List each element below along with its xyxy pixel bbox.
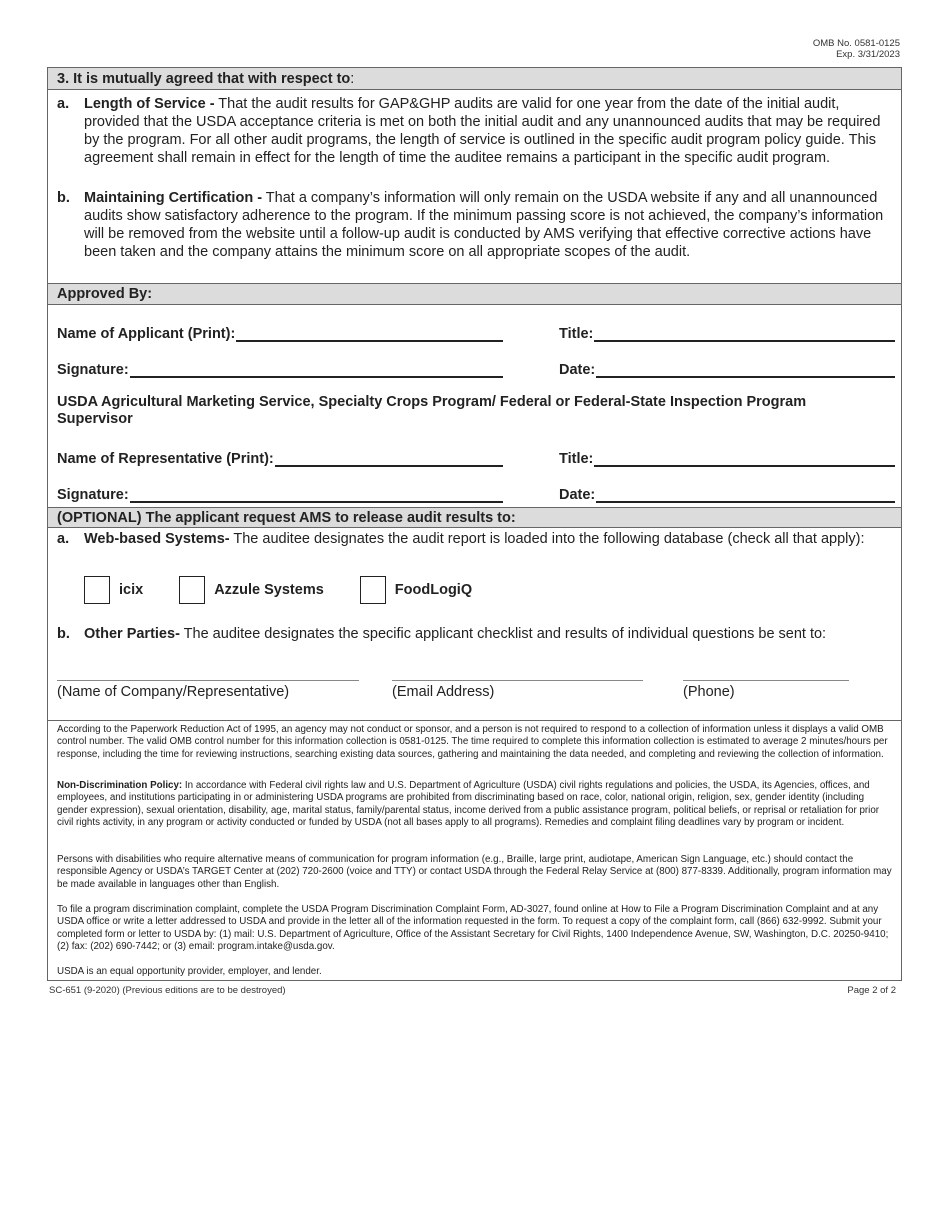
section3-header: 3. It is mutually agreed that with respect to :: [48, 68, 901, 90]
rep-row-1: [57, 445, 893, 467]
checkbox-icix[interactable]: icix: [84, 576, 143, 604]
checkbox-box[interactable]: [360, 576, 386, 604]
rep-row-2: [57, 481, 893, 503]
applicant-row-2: [57, 356, 893, 378]
section3-item-a: a. Length of Service - That the audit results for GAP&GHP audits are valid for one year from the date of the initial audit, provided that the USDA acceptance criteria is met on both the initial audit and any unannounced audits that may be required by the program. For all other audit programs, the length of service is outlined in the specific audit program policy guide. This agreement shall remain in effect for the length of time the auditee remains a participant in the specific audit program.: [57, 96, 881, 166]
checkbox-foodlogiq[interactable]: FoodLogiQ: [360, 576, 472, 604]
usda-supervisor-heading: USDA Agricultural Marketing Service, Specialty Crops Program/ Federal or Federal-State Inspection Program Supervisor: [57, 394, 807, 427]
omb-expiration: Exp. 3/31/2023: [836, 49, 900, 60]
approved-header: [48, 283, 901, 305]
rep-name-field[interactable]: Name of Representative (Print):: [57, 445, 503, 467]
omb-info: [813, 38, 900, 60]
section3-item-b: b. Maintaining Certification - That a company’s information will only remain on the USDA website if any and all unannounced audits show satisfactory adherence to the program. If the minimum passing score is not achieved, the company’s information will be removed from the website until a follow-up audit is conducted by AMS verifying that effective corrective actions have been taken and the company attains the minimum score on all appropriate scopes of the audit.: [57, 190, 884, 260]
section3-title: 3. It is mutually agreed that with respect to: [57, 70, 351, 87]
applicant-signature-field[interactable]: Signature:: [57, 356, 503, 378]
company-representative-field[interactable]: (Name of Company/Representative): [57, 666, 359, 700]
paperwork-notice: According to the Paperwork Reduction Act of 1995, an agency may not conduct or sponsor, and a person is not required to respond to a collection of information unless it displays a valid OMB control number. The valid OMB control number for this information collection is 0581-0125. The time required to complete this information collection is estimated to average 2 minutes/hours per response, including the time for reviewing instructions, searching existing data sources, gathering and maintaining the data needed, and completing and reviewing the collection of information.: [57, 724, 888, 760]
checkbox-box[interactable]: [179, 576, 205, 604]
applicant-date-field[interactable]: Date:: [559, 356, 895, 378]
optional-item-b: b. Other Parties- The auditee designates the specific applicant checklist and results of individual questions be sent to:: [57, 626, 827, 642]
rep-title-field[interactable]: Title:: [559, 445, 895, 467]
form-identifier: SC-651 (9-2020) (Previous editions are to be destroyed): [49, 985, 286, 996]
rep-date-field[interactable]: Date:: [559, 481, 895, 503]
omb-number: OMB No. 0581-0125: [812, 38, 900, 49]
applicant-title-field[interactable]: Title:: [559, 320, 895, 342]
applicant-row-1: [57, 320, 893, 342]
page-number: Page 2 of 2: [847, 985, 896, 996]
form-page: [47, 67, 902, 981]
optional-item-a: a. Web-based Systems- The auditee designates the audit report is loaded into the following database (check all that apply):: [57, 531, 865, 547]
disabilities-notice: Persons with disabilities who require alternative means of communication for program information (e.g., Braille, large print, audiotape, American Sign Language, etc.) should contact the responsible Agency or USDA’s TARGET Center at (202) 720-2600 (voice and TTY) or contact USDA through the Federal Relay Service at (800) 877-8339. Additionally, program information may be made available in languages other than English.: [57, 854, 892, 890]
nondiscrimination-policy: Non-Discrimination Policy: In accordance with Federal civil rights law and U.S. Department of Agriculture (USDA) civil rights regulations and policies, the USDA, its Agencies, offices, and employees, and institutions participating in or administering USDA programs are prohibited from discriminating based on race, color, national origin, religion, sex, gender identity (including gender expression), sexual orientation, disability, age, marital status, family/parental status, income derived from a public assistance program, political beliefs, or reprisal or retaliation for prior civil rights activity, in any program or activity conducted or funded by USDA (not all bases apply to all programs). Remedies and complaint filing deadlines vary by program or incident.: [57, 780, 880, 828]
equal-opportunity-statement: USDA is an equal opportunity provider, employer, and lender.: [57, 966, 322, 977]
checkbox-box[interactable]: [84, 576, 110, 604]
approved-title: Approved By:: [57, 286, 153, 302]
optional-header: [48, 507, 901, 528]
complaint-notice: To file a program discrimination complaint, complete the USDA Program Discrimination Complaint Form, AD-3027, found online at How to File a Program Discrimination Complaint and at any USDA office or write a letter addressed to USDA and provide in the letter all of the information requested in the form. To request a copy of the complaint form, call (866) 632-9992. Submit your completed form or letter to USDA by: (1) mail: U.S. Department of Agriculture, Office of the Assistant Secretary for Civil Rights, 1400 Independence Avenue, SW, Washington, D.C. 20250-9410; (2) fax: (202) 690-7442; or (3) email: program.intake@usda.gov.: [57, 904, 889, 952]
checkbox-azzule[interactable]: Azzule Systems: [179, 576, 324, 604]
other-parties-fields: [57, 666, 897, 706]
phone-field[interactable]: (Phone): [683, 666, 849, 700]
rep-signature-field[interactable]: Signature:: [57, 481, 503, 503]
optional-title: (OPTIONAL) The applicant request AMS to release audit results to:: [57, 509, 516, 526]
email-address-field[interactable]: (Email Address): [392, 666, 643, 700]
notices-divider: [48, 720, 901, 721]
applicant-name-field[interactable]: Name of Applicant (Print):: [57, 320, 503, 342]
database-checkboxes: [84, 574, 508, 606]
